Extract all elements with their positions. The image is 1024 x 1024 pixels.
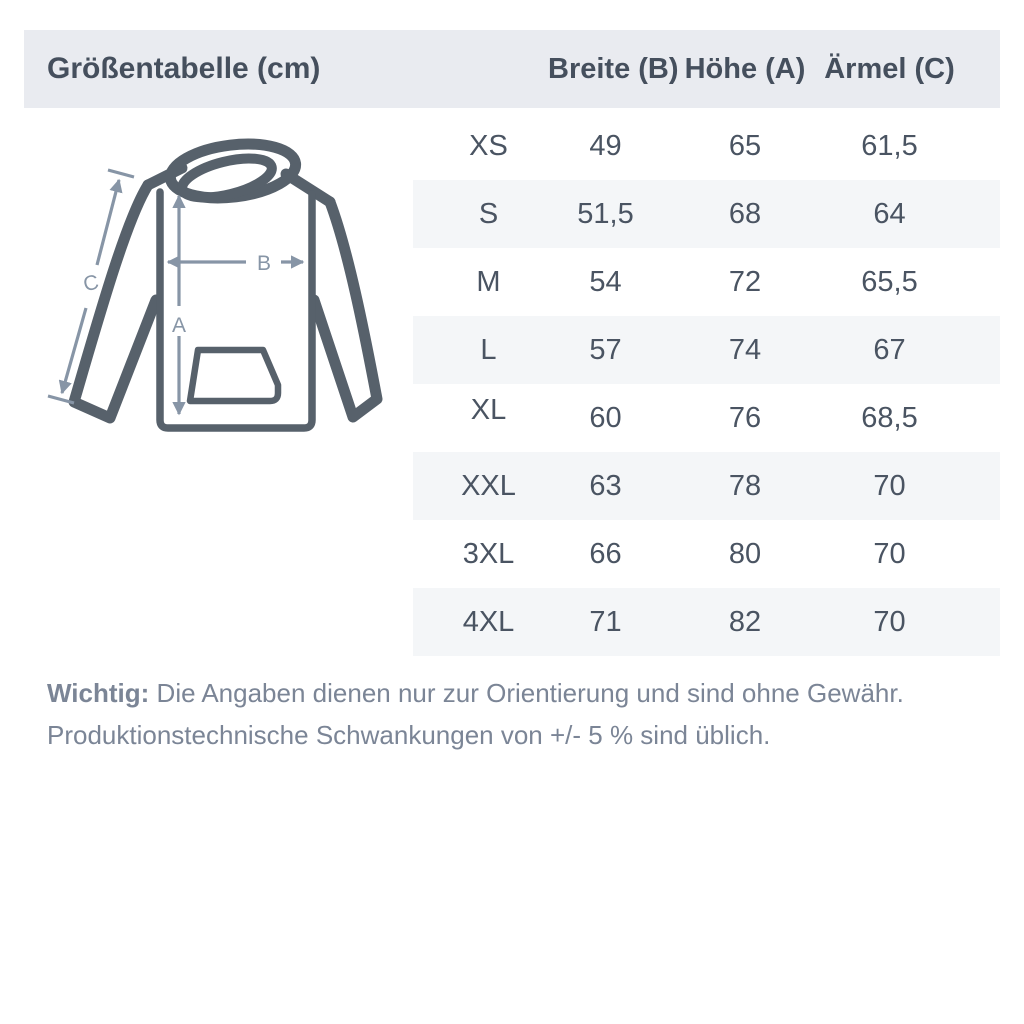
table-row [413,520,1000,588]
aermel-value: 70 [873,537,906,570]
hoehe-value: 72 [728,265,762,298]
breite-value: 54 [589,265,622,298]
table-row [413,588,1000,656]
hoehe-value: 65 [728,129,762,162]
table-row [413,112,1000,180]
arrow-c-tick-top [108,170,134,177]
hoodie-sleeve-left [74,185,156,418]
breite-value: 63 [589,469,622,502]
breite-value: 71 [589,605,622,638]
aermel-value: 64 [873,197,906,230]
hoehe-value: 76 [728,401,762,434]
hoehe-value: 74 [728,333,762,366]
breite-value: 57 [589,333,622,366]
size-label: 4XL [462,605,515,638]
size-label: XS [469,129,508,162]
column-header-breite: Breite (B) [548,52,679,85]
hoodie-sleeve-right [314,202,377,417]
column-header-aermel: Ärmel (C) [824,52,955,85]
aermel-value: 70 [873,469,906,502]
disclaimer-line-1 [47,672,977,714]
hoodie-pocket [190,350,278,401]
dimension-label-c: C [81,270,101,297]
size-table [413,112,1000,656]
hoehe-value: 78 [728,469,762,502]
table-header [24,30,1000,108]
disclaimer-line-2: Produktionstechnische Schwankungen von +/- 5 % sind üblich. [47,720,771,750]
table-row [413,180,1000,248]
table-row [413,452,1000,520]
hoodie-diagram-icon [30,130,410,450]
hoodie-diagram [30,130,410,450]
size-label: XL [470,393,507,426]
table-row [413,316,1000,384]
disclaimer [47,672,977,756]
size-label: S [478,197,499,230]
size-label: M [476,265,501,298]
table-row [413,248,1000,316]
page-title: Größentabelle (cm) [47,52,321,85]
disclaimer-line-1-text: Die Angaben dienen nur zur Orientierung und sind ohne Gewähr. [149,678,904,708]
size-label: L [480,333,497,366]
breite-value: 60 [589,401,622,434]
disclaimer-bold-label: Wichtig: [47,678,150,708]
aermel-value: 61,5 [861,129,918,162]
size-label: XXL [461,469,516,502]
dimension-label-a: A [171,314,187,337]
breite-value: 51,5 [577,197,634,230]
table-row [413,384,1000,452]
breite-value: 49 [589,129,622,162]
dimension-label-b: B [256,252,272,275]
breite-value: 66 [589,537,622,570]
hoehe-value: 68 [728,197,762,230]
aermel-value: 68,5 [861,401,918,434]
size-label: 3XL [462,537,515,570]
aermel-value: 70 [873,605,906,638]
aermel-value: 65,5 [861,265,918,298]
hoehe-value: 80 [728,537,762,570]
hoehe-value: 82 [728,605,762,638]
column-header-hoehe: Höhe (A) [684,52,806,85]
aermel-value: 67 [873,333,906,366]
